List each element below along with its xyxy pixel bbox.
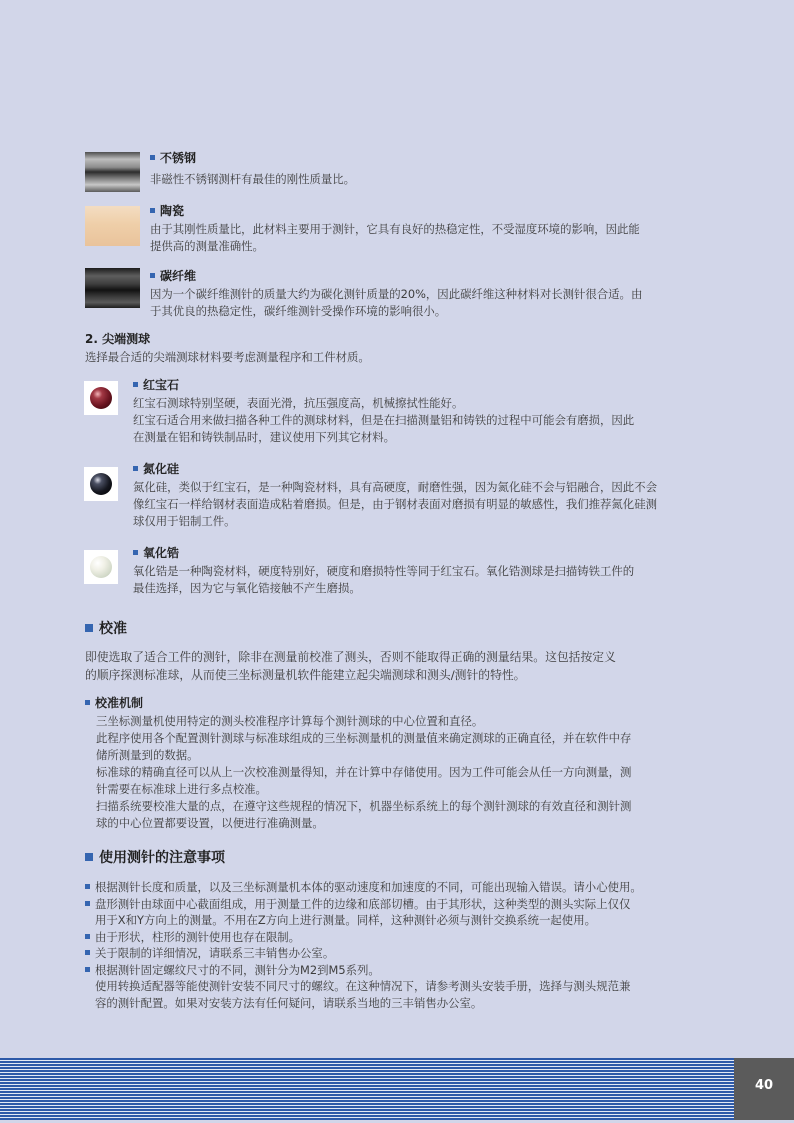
material-desc-ceramic: 由于其刚性质量比，此材料主要用于测针，它具有良好的热稳定性，不受湿度环境的影响，因此能 提供高的测量准确性。 — [150, 222, 640, 253]
page-footer — [0, 1058, 794, 1123]
zirconia-ball-image — [84, 550, 118, 584]
page-number: 40 — [734, 1058, 794, 1120]
tip-desc-ruby: 红宝石测球特别坚硬，表面光滑，抗压强度高，机械擦拭性能好。 红宝石适合用来做扫描各种工件的测球材料，但是在扫描测量铝和铸铁的过程中可能会有磨损，因此 在测量在铝和铸铁制品时，建议使用下列其它材料。 — [133, 396, 635, 444]
calibration-mechanism-title: 校准机制 — [85, 695, 143, 711]
stainless-steel-swatch — [85, 152, 140, 192]
tip-title-ruby: 红宝石 — [133, 377, 179, 393]
zirconia-ball-icon — [90, 556, 112, 578]
calibration-body: 即使选取了适合工件的测针，除非在测量前校准了测头，否则不能取得正确的测量结果。这包括按定义 的顺序探测标准球，从而使三坐标测量机软件能建立起尖端测球和测头/测针的特性。 — [85, 650, 616, 682]
carbon-fiber-swatch — [85, 268, 140, 308]
note-item: 关于限制的详细情况，请联系三丰销售办公室。 — [85, 945, 725, 962]
ruby-ball-image — [84, 381, 118, 415]
note-item-continuation: 使用转换适配器等能使测针安装不同尺寸的螺纹。在这种情况下，请参考测头安装手册，选择与测头规范兼 — [95, 979, 631, 993]
material-title-carbon: 碳纤维 — [150, 268, 196, 284]
note-item: 根据测针长度和质量，以及三坐标测量机本体的驱动速度和加速度的不同，可能出现输入错误。请小心使用。 — [85, 879, 725, 896]
tip-section-heading: 2. 尖端测球 — [85, 332, 151, 346]
ceramic-swatch — [85, 206, 140, 246]
note-item: 盘形测针由球面中心截面组成，用于测量工件的边缘和底部切槽。由于其形状，这种类型的测头实际上仅仅 — [85, 896, 725, 913]
note-item: 根据测针固定螺纹尺寸的不同，测针分为M2到M5系列。 — [85, 962, 725, 979]
note-item-continuation: 容的测针配置。如果对安装方法有任何疑问，请联系当地的三丰销售办公室。 — [95, 995, 483, 1010]
notes-heading: 使用测针的注意事项 — [85, 849, 225, 867]
tip-desc-silicon-nitride: 氮化硅，类似于红宝石，是一种陶瓷材料，具有高硬度，耐磨性强，因为氮化硅不会与铝融合，因此不会 像红宝石一样给钢材表面造成粘着磨损。但是，由于钢材表面对磨损有明显的敏感性，我们推荐氮化硅测 球仅用于铝制工件。 — [133, 480, 657, 528]
tip-title-zirconia: 氧化锆 — [133, 545, 179, 561]
tip-title-silicon-nitride: 氮化硅 — [133, 461, 179, 477]
note-item-continuation: 用于X和Y方向上的测量。不用在Z方向上进行测量。同样，这种测针必须与测针交换系统一起使用。 — [95, 913, 596, 927]
note-item: 由于形状，柱形的测针使用也存在限制。 — [85, 929, 725, 946]
tip-desc-zirconia: 氧化锆是一种陶瓷材料，硬度特别好，硬度和磨损特性等同于红宝石。氧化锆测球是扫描铸铁工件的 最佳选择，因为它与氧化锆接触不产生磨损。 — [133, 564, 635, 595]
notes-list — [85, 879, 725, 1011]
material-title-stainless: 不锈钢 — [150, 150, 196, 166]
calibration-heading: 校准 — [85, 620, 127, 638]
silicon-nitride-ball-image — [84, 467, 118, 501]
material-desc-stainless: 非磁性不锈钢测杆有最佳的刚性质量比。 — [150, 172, 356, 186]
calibration-mechanism-body: 三坐标测量机使用特定的测头校准程序计算每个测针测球的中心位置和直径。 此程序使用各个配置测针测球与标准球组成的三坐标测量机的测量值来确定测球的正确直径，并在软件中存 储所测量到的数据。 标准球的精确直径可以从上一次校准测量得知，并在计算中存储使用。因为工件可能会从任一方向测量，测 针需要在标准球上进行多点校准。 扫描系统要校准大量的点，在遵守这些规程的情况下，机器坐标系统上的每个测针测球的有效直径和测针测 球的中心位置都要设置，以便进行准确测量。 — [96, 714, 632, 830]
silicon-nitride-ball-icon — [90, 473, 112, 495]
material-title-ceramic: 陶瓷 — [150, 203, 184, 219]
material-desc-carbon: 因为一个碳纤维测针的质量大约为碳化测针质量的20%，因此碳纤维这种材料对长测针很合适。由 于其优良的热稳定性，碳纤维测针受操作环境的影响很小。 — [150, 287, 643, 318]
ruby-ball-icon — [90, 387, 112, 409]
tip-section-intro: 选择最合适的尖端测球材料要考虑测量程序和工件材质。 — [85, 350, 370, 364]
footer-stripes — [0, 1058, 734, 1120]
